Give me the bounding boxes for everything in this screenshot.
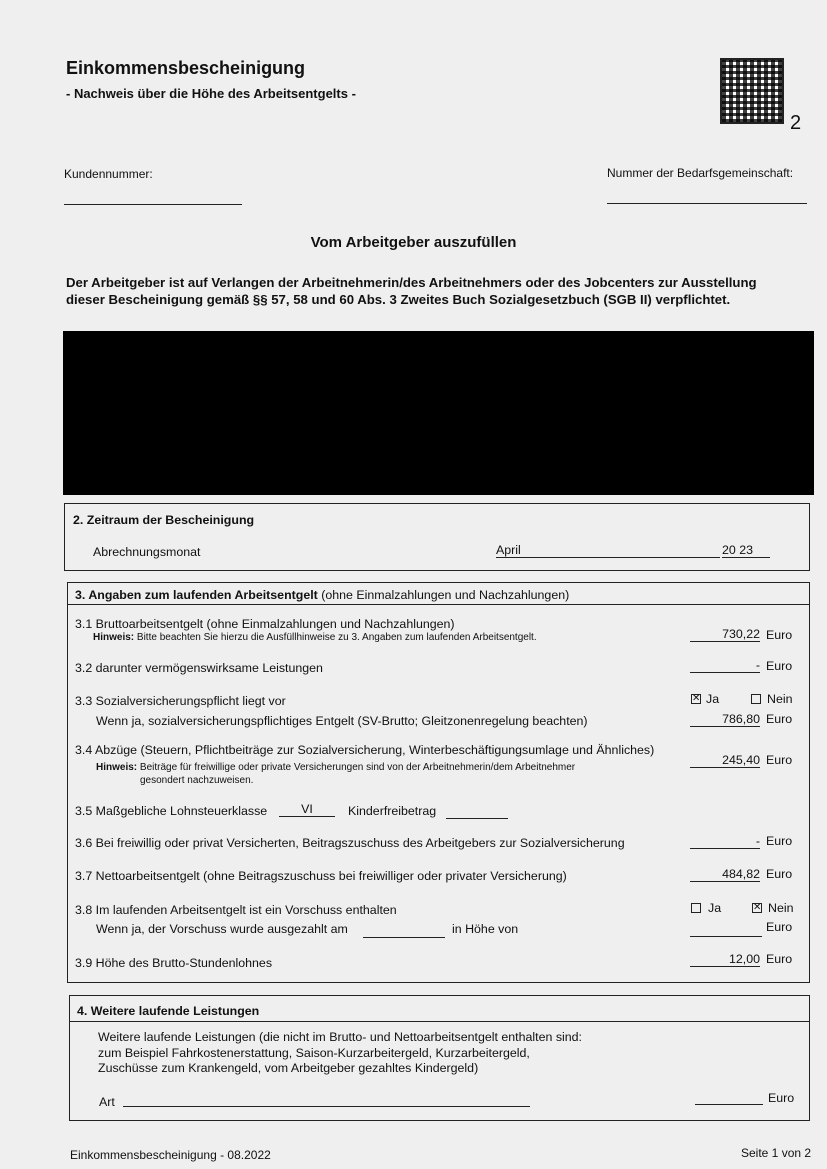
row-3-1-hint-text: Bitte beachten Sie hierzu die Ausfüllhinweise zu 3. Angaben zum laufenden Arbeitsentgelt. [134,632,537,643]
row-3-8-nein-checkbox[interactable]: ✕ [753,902,762,913]
bedarfsgemeinschaft-field[interactable] [607,203,807,204]
row-3-4-label: 3.4 Abzüge (Steuern, Pflichtbeiträge zur Sozialversicherung, Winterbeschäftigungsumlage und Ähnliches) [75,743,655,757]
bedarfsgemeinschaft-label: Nummer der Bedarfsgemeinschaft: [607,166,794,180]
row-3-8-currency: Euro [766,920,793,934]
row-3-3-nein-label: Nein [767,692,793,706]
row-3-4-hint [96,762,575,773]
row-3-8-hoehe-label: in Höhe von [452,922,519,936]
page-number: Seite 1 von 2 [741,1146,812,1160]
kinderfreibetrag-label: Kinderfreibetrag [348,804,437,818]
section-3-heading [75,588,569,602]
vorschuss-date-field[interactable] [363,922,445,938]
row-3-8-nein-label: Nein [768,901,794,915]
row-3-8-label: 3.8 Im laufenden Arbeitsentgelt ist ein Vorschuss enthalten [75,903,397,917]
row-3-1-hint-label: Hinweis: [93,632,135,643]
section-4-divider [69,1021,810,1022]
row-3-4-hint-label: Hinweis: [96,762,138,773]
row-3-8-ja-checkbox[interactable] [691,903,701,913]
row-3-3-value[interactable]: 786,80 [690,712,760,727]
row-3-4-hint-text: Beiträge für freiwillige oder private Versicherungen sind von der Arbeitnehmerin/dem Arbeitnehmer [137,762,576,773]
row-3-3-nein-checkbox[interactable] [751,694,761,704]
section-2-heading: 2. Zeitraum der Bescheinigung [73,513,255,527]
intro-text: Der Arbeitgeber ist auf Verlangen der Arbeitnehmerin/des Arbeitnehmers oder des Jobcenters zur Ausstellung dieser Bescheinigung gemäß §§ 57, 58 und 60 Abs. 3 Zweites Buch Sozialgesetzbuch (SGB II) verpflichtet. [66,275,757,307]
section-4-amount-field[interactable] [695,1089,763,1105]
row-3-9-currency: Euro [766,952,793,966]
kundennummer-label: Kundennummer: [64,167,153,181]
section-4-currency: Euro [768,1091,795,1105]
row-3-1-value[interactable]: 730,22 [690,627,760,642]
redacted-block [63,331,814,495]
row-3-1-label: 3.1 Bruttoarbeitsentgelt (ohne Einmalzahlungen und Nachzahlungen) [75,617,455,631]
month-field[interactable]: April [496,543,720,558]
row-3-5-label: 3.5 Maßgebliche Lohnsteuerklasse [75,804,268,818]
row-3-6-label: 3.6 Bei freiwillig oder privat Versicherten, Beitragszuschuss des Arbeitgebers zur Sozialversicherung [75,836,625,850]
row-3-2-currency: Euro [766,659,793,673]
row-3-9-label: 3.9 Höhe des Brutto-Stundenlohnes [75,956,273,970]
row-3-3-ja-checkbox[interactable]: ✕ [692,693,701,704]
row-3-7-value[interactable]: 484,82 [690,867,760,882]
row-3-4-hint-cont: gesondert nachzuweisen. [140,775,254,786]
row-3-3-label: 3.3 Sozialversicherungspflicht liegt vor [75,694,286,708]
row-3-8-ja-label: Ja [708,901,722,915]
section-3-heading-note: (ohne Einmalzahlungen und Nachzahlungen) [317,588,570,602]
row-3-7-currency: Euro [766,867,793,881]
row-3-7-label: 3.7 Nettoarbeitsentgelt (ohne Beitragszuschuss bei freiwilliger oder privater Versicherung) [75,869,567,883]
employer-section-title: Vom Arbeitgeber auszufüllen [310,234,517,251]
row-3-4-currency: Euro [766,753,793,767]
row-3-3-ja-label: Ja [706,692,720,706]
row-3-1-currency: Euro [766,628,793,642]
section-3-heading-bold: 3. Angaben zum laufenden Arbeitsentgelt [75,588,318,602]
row-3-3-currency: Euro [766,712,793,726]
art-field[interactable] [123,1091,530,1107]
section-4-text-2: zum Beispiel Fahrkostenerstattung, Saison-Kurzarbeitergeld, Kurzarbeitergeld, [98,1046,530,1060]
section-3-divider [67,604,810,605]
kundennummer-field[interactable] [64,204,242,205]
section-4-text-3: Zuschüsse zum Krankengeld, vom Arbeitgeber gezahltes Kindergeld) [98,1061,479,1075]
row-3-2-label: 3.2 darunter vermögenswirksame Leistungen [75,661,323,675]
kinderfreibetrag-field[interactable] [446,804,508,819]
vorschuss-amount-field[interactable] [690,920,762,937]
row-3-8-sub-label: Wenn ja, der Vorschuss wurde ausgezahlt am [96,922,348,936]
year-field[interactable]: 20 23 [722,543,770,558]
row-3-9-value[interactable]: 12,00 [690,952,760,967]
row-3-3-sub-label: Wenn ja, sozialversicherungspflichtiges Entgelt (SV-Brutto; Gleitzonenregelung beachten) [96,714,588,728]
document-subtitle: - Nachweis über die Höhe des Arbeitsentgelts - [66,86,356,101]
row-3-6-currency: Euro [766,834,793,848]
section-4-text-1: Weitere laufende Leistungen (die nicht im Brutto- und Nettoarbeitsentgelt enthalten sind: [98,1030,582,1044]
abrechnungsmonat-label: Abrechnungsmonat [93,545,201,559]
row-3-4-value[interactable]: 245,40 [690,753,760,768]
section-4-heading: 4. Weitere laufende Leistungen [77,1004,260,1018]
page-code: 2 [790,112,802,134]
art-label: Art [99,1095,115,1109]
row-3-1-hint [93,632,537,643]
row-3-6-value[interactable]: - [690,834,760,849]
row-3-2-value[interactable]: - [690,658,760,673]
document-title: Einkommensbescheinigung [66,58,306,78]
form-id: Einkommensbescheinigung - 08.2022 [70,1148,271,1162]
qr-code-icon [720,58,784,124]
lohnsteuerklasse-field[interactable]: VI [279,802,335,817]
